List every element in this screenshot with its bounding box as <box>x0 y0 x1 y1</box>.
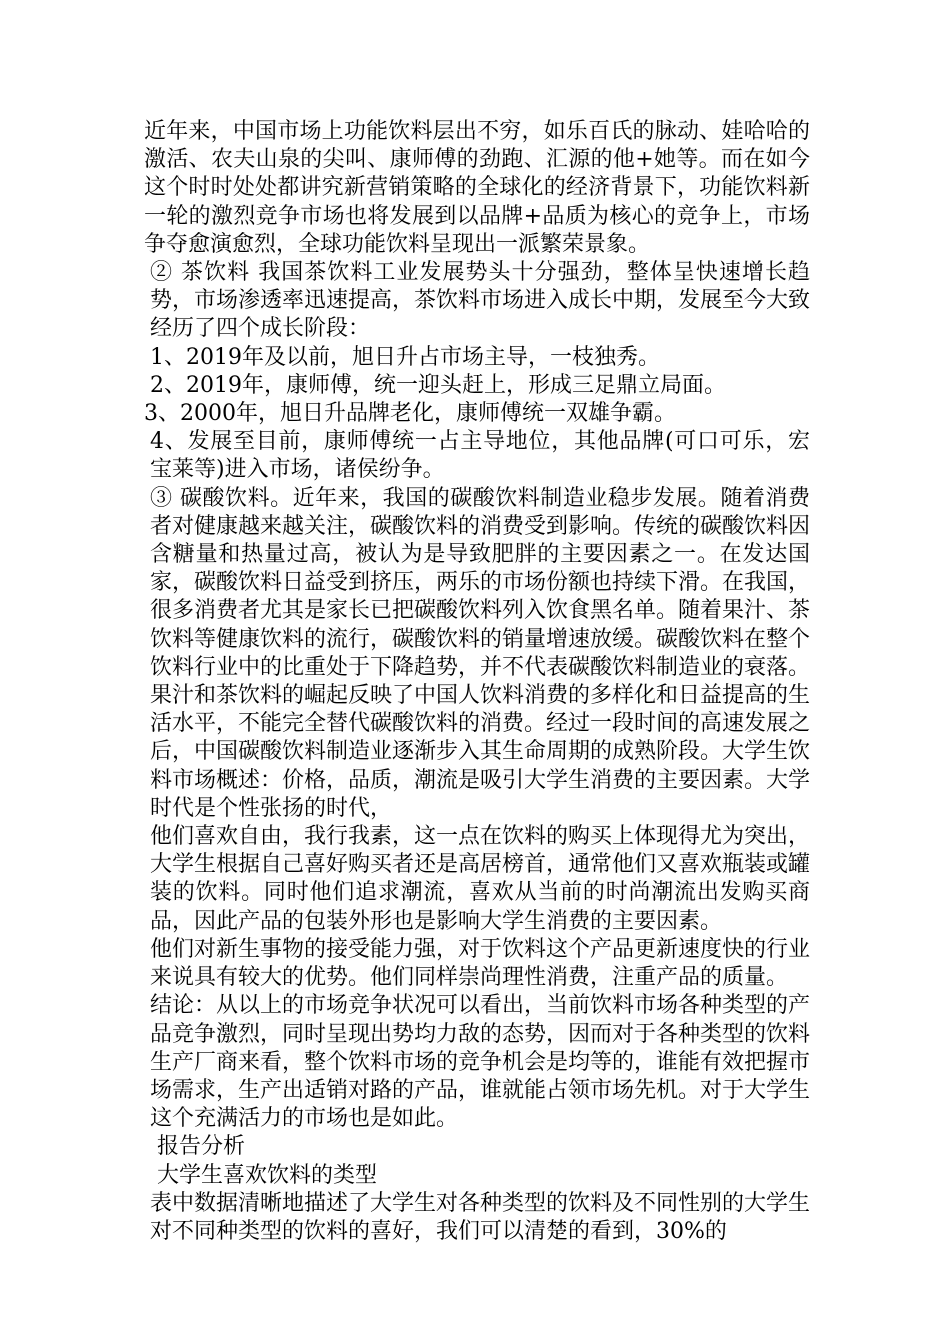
heading-drink-types: 大学生喜欢饮料的类型 <box>157 1162 378 1188</box>
document-page <box>144 118 810 1246</box>
paragraph-functional-drinks: 近年来，中国市场上功能饮料层出不穷，如乐百氏的脉动、娃哈哈的激活、农夫山泉的尖叫、康师傅的劲跑、汇源的他+她等。而在如今这个时时处处都讲究新营销策略的全球化的经济背景下，功能饮料新一轮的激烈竞争市场也将发展到以品牌+品质为核心的竞争上，市场争夺愈演愈烈，全球功能饮料呈现出一派繁荣景象。 <box>144 119 810 257</box>
list-item-stage-1: 1、2019年及以前，旭日升占市场主导，一枝独秀。 <box>150 344 660 370</box>
paragraph-conclusion: 结论：从以上的市场竞争状况可以看出，当前饮料市场各种类型的产品竞争激烈，同时呈现出势均力敌的态势，因而对于各种类型的饮料生产厂商来看，整个饮料市场的竞争机会是均等的，谁能有效把握市场需求，生产出适销对路的产品，谁就能占领市场先机。对于大学生这个充满活力的市场也是如此。 <box>150 993 811 1132</box>
paragraph-student-acceptance: 他们对新生事物的接受能力强，对于饮料这个产品更新速度快的行业来说具有较大的优势。他们同样崇尚理性消费，注重产品的质量。 <box>150 936 811 991</box>
paragraph-table-description: 表中数据清晰地描述了大学生对各种类型的饮料及不同性别的大学生对不同种类型的饮料的喜好，我们可以清楚的看到，30%的 <box>150 1190 811 1244</box>
paragraph-carbonated-drinks: ③ 碳酸饮料。近年来，我国的碳酸饮料制造业稳步发展。随着消费者对健康越来越关注，碳酸饮料的消费受到影响。传统的碳酸饮料因含糖量和热量过高，被认为是导致肥胖的主要因素之一。在发达国家，碳酸饮料日益受到挤压，两乐的市场份额也持续下滑。在我国，很多消费者尤其是家长已把碳酸饮料列入饮食黑名单。随着果汁、茶饮料等健康饮料的流行，碳酸饮料的销量增速放缓。碳酸饮料在整个饮料行业中的比重处于下降趋势，并不代表碳酸饮料制造业的衰落。果汁和茶饮料的崛起反映了中国人饮料消费的多样化和日益提高的生活水平，不能完全替代碳酸饮料的消费。经过一段时间的高速发展之后，中国碳酸饮料制造业逐渐步入其生命周期的成熟阶段。大学生饮料市场概述：价格，品质，潮流是吸引大学生消费的主要因素。大学时代是个性张扬的时代， <box>150 485 811 821</box>
list-item-stage-4: 4、发展至目前，康师傅统一占主导地位，其他品牌(可口可乐，宏宝莱等)进入市场，诸侯纷争。 <box>150 429 810 483</box>
paragraph-student-freedom: 他们喜欢自由，我行我素，这一点在饮料的购买上体现得尤为突出，大学生根据自己喜好购买者还是高居榜首，通常他们又喜欢瓶装或罐装的饮料。同时他们追求潮流，喜欢从当前的时尚潮流出发购买商品，因此产品的包装外形也是影响大学生消费的主要因素。 <box>150 824 811 934</box>
list-item-stage-2: 2、2019年，康师傅，统一迎头赶上，形成三足鼎立局面。 <box>150 372 726 398</box>
heading-report-analysis: 报告分析 <box>157 1134 246 1160</box>
paragraph-tea-drinks: ② 茶饮料 我国茶饮料工业发展势头十分强劲，整体呈快速增长趋势，市场渗透率迅速提高，茶饮料市场进入成长中期，发展至今大致经历了四个成长阶段： <box>150 260 811 342</box>
list-item-stage-3: 3、2000年，旭日升品牌老化，康师傅统一双雄争霸。 <box>144 401 676 427</box>
